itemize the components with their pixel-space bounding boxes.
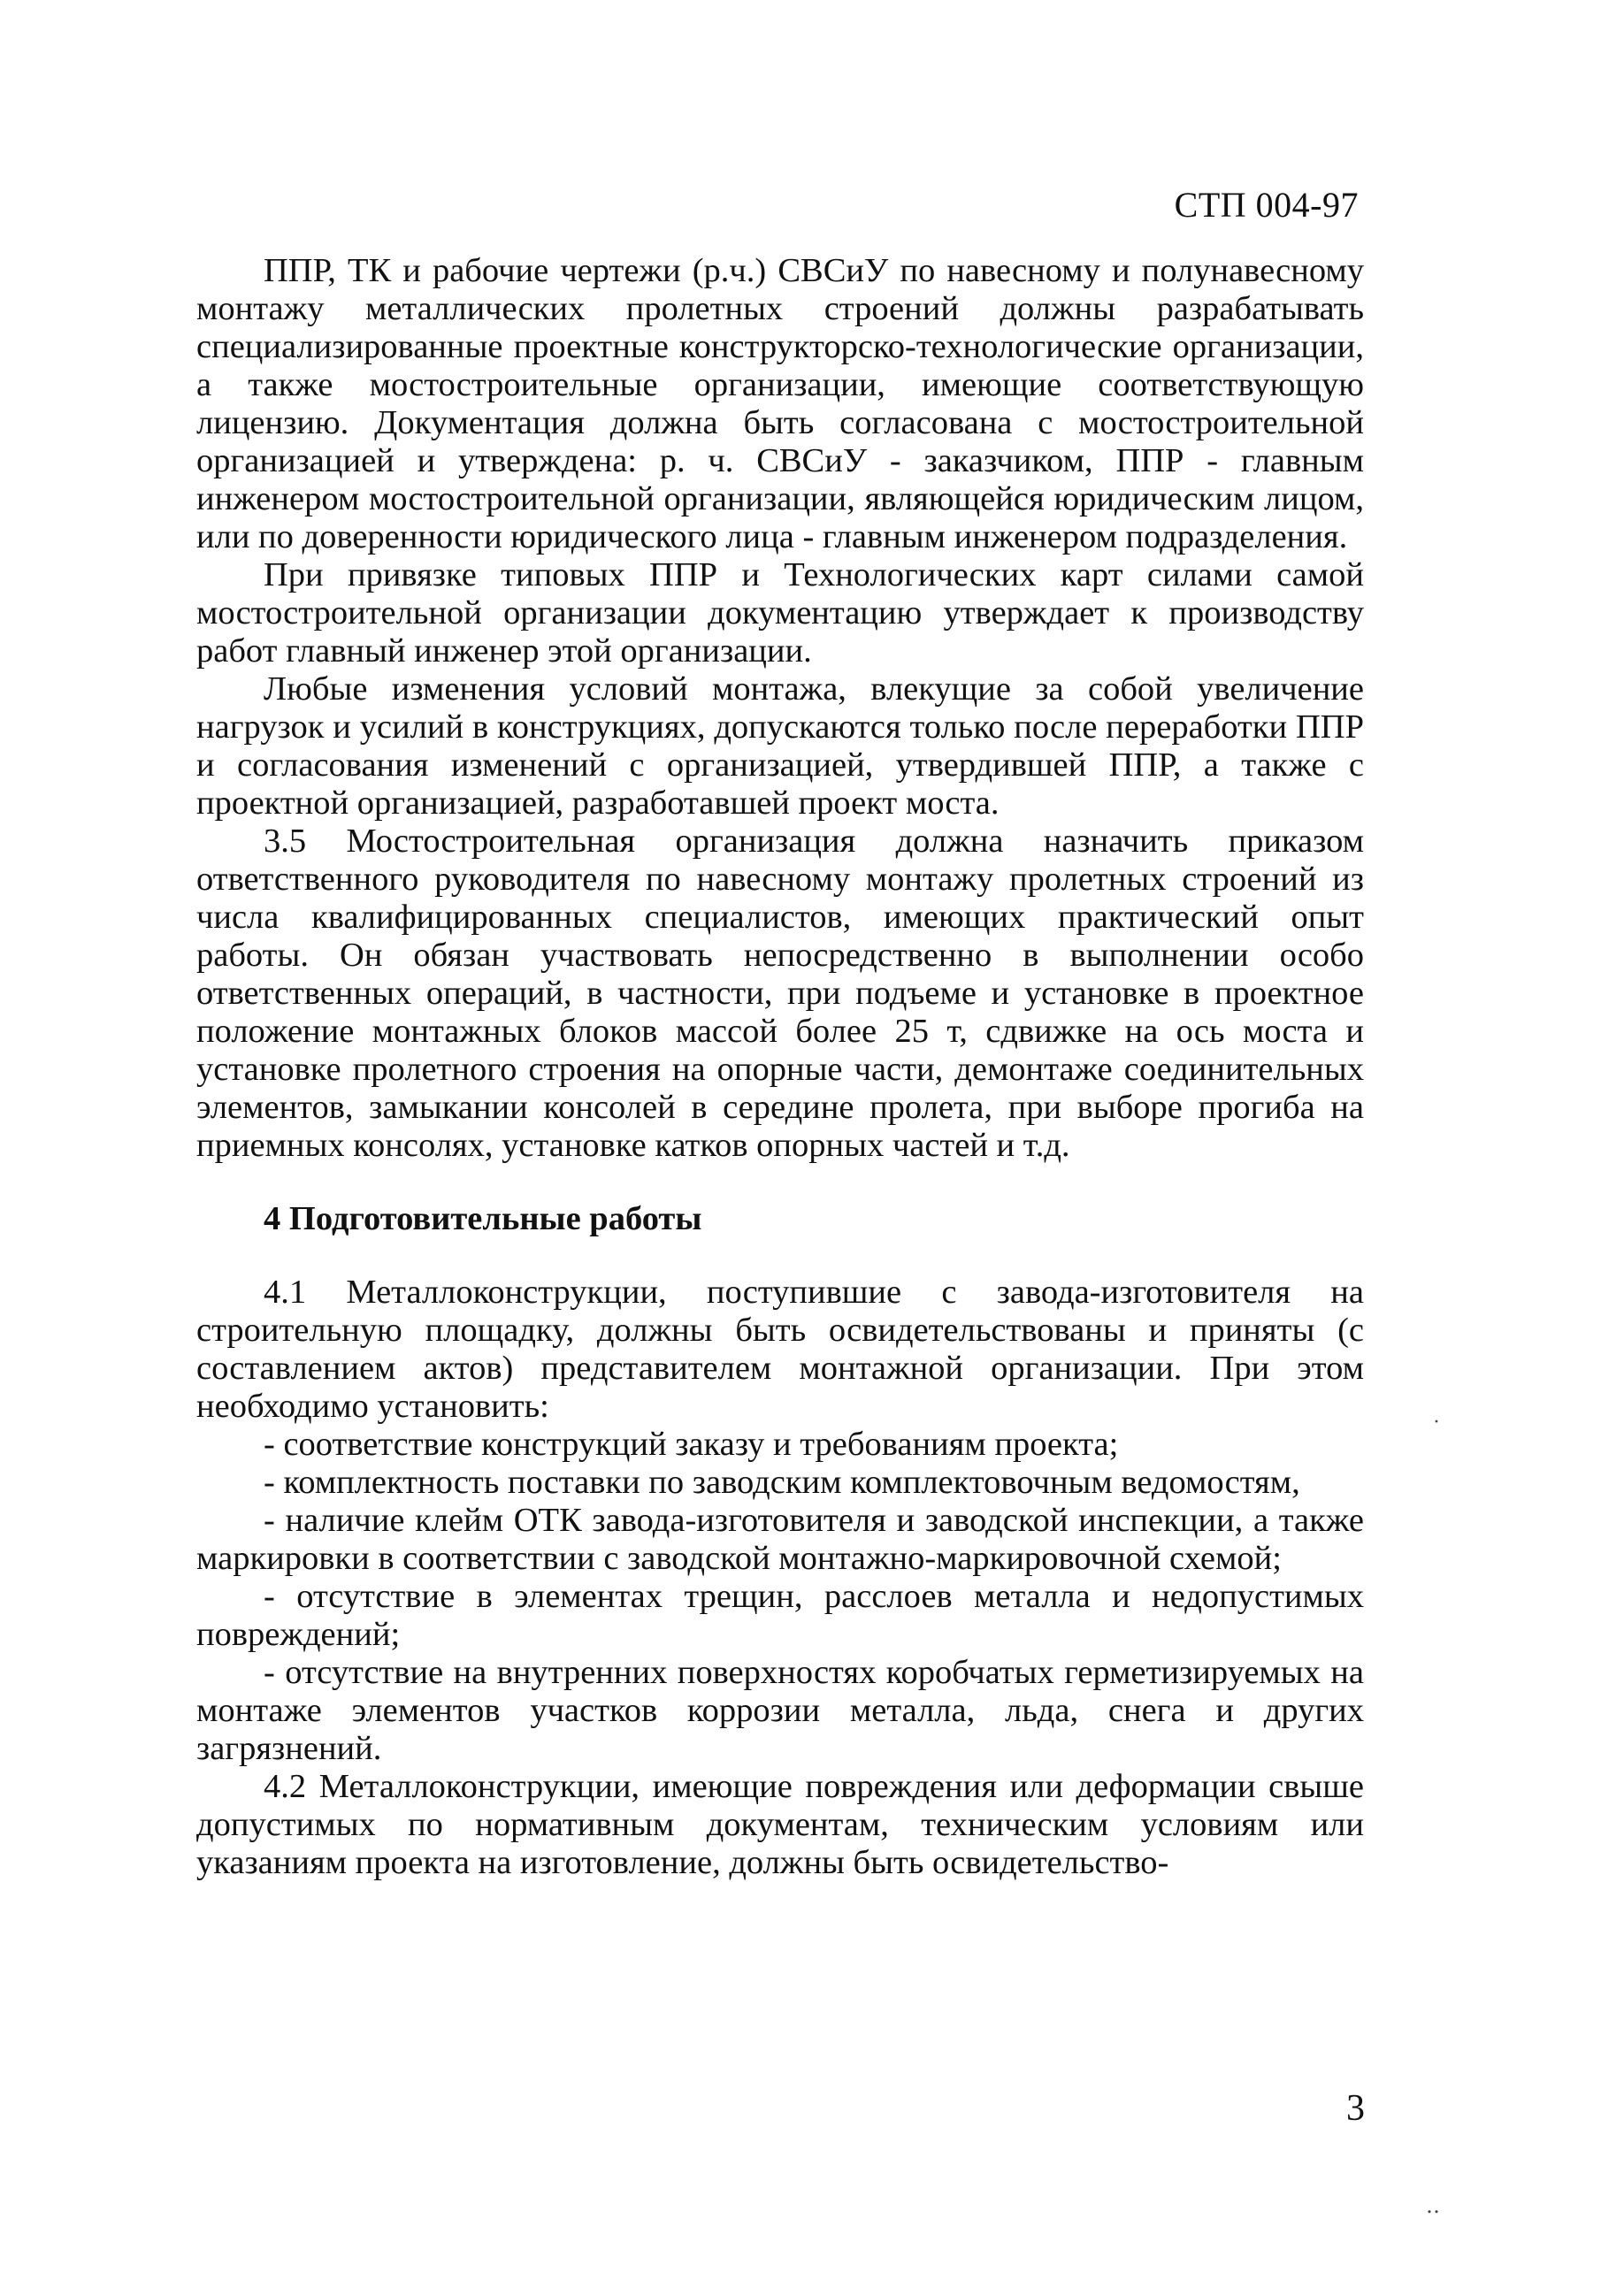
scan-speck: · <box>1433 1411 1440 1434</box>
list-item: - отсутствие на внутренних поверхностях коробчатых герметизируемых на монтаже элементов участков коррозии металла, льда, снега и других загрязнений. <box>196 1654 1364 1767</box>
scan-speck: ‥ <box>1426 2195 1441 2218</box>
page-number: 3 <box>1346 2088 1365 2129</box>
paragraph: При привязке типовых ППР и Технологических карт силами самой мостостроительной организации документацию утверждает к производству работ главный инженер этой организации. <box>196 556 1364 670</box>
list-item: - комплектность поставки по заводским комплектовочным ведомостям, <box>264 1464 1300 1501</box>
page-content <box>196 252 1364 1882</box>
list-item: - наличие клейм ОТК завода-изготовителя и заводской инспекции, а также маркировки в соответствии с заводской монтажно-маркировочной схемой; <box>196 1502 1364 1577</box>
document-code: СТП 004-97 <box>1174 185 1359 225</box>
paragraph: 4.1 Металлоконструкции, поступившие с завода-изготовителя на строительную площадку, должны быть освидетельствованы и приняты (с составлением актов) представителем монтажной организации. При этом необходимо установить: <box>196 1274 1364 1425</box>
list-item: - соответствие конструкций заказу и требованиям проекта; <box>264 1426 1119 1463</box>
paragraph: Любые изменения условий монтажа, влекущие за собой увеличение нагрузок и усилий в конструкциях, допускаются только после переработки ППР и согласования изменений с организацией, утвердившей ППР, а также с проектной организацией, разработавшей проект моста. <box>196 670 1364 822</box>
paragraph: 3.5 Мостостроительная организация должна назначить приказом ответственного руководителя по навесному монтажу пролетных строений из числа квалифицированных специалистов, имеющих практический опыт работы. Он обязан участвовать непосредственно в выполнении особо ответственных операций, в частности, при подъеме и установке в проектное положение монтажных блоков массой более 25 т, сдвижке на ось моста и установке пролетного строения на опорные части, демонтаже соединительных элементов, замыкании консолей в середине пролета, при выборе прогиба на приемных консолях, установке катков опорных частей и т.д. <box>196 823 1364 1164</box>
paragraph: 4.2 Металлоконструкции, имеющие повреждения или деформации свыше допустимых по нормативным документам, техническим условиям или указаниям проекта на изготовление, должны быть освидетельство- <box>196 1768 1364 1881</box>
section-heading: 4 Подготовительные работы <box>264 1200 702 1237</box>
list-item: - отсутствие в элементах трещин, расслоев металла и недопустимых повреждений; <box>196 1578 1364 1653</box>
paragraph: ППР, ТК и рабочие чертежи (р.ч.) СВСиУ по навесному и полунавесному монтажу металлических пролетных строений должны разрабатывать специализированные проектные конструкторско-технологические организации, а также мостостроительные организации, имеющие соответствующую лицензию. Документация должна быть согласована с мостостроительной организацией и утверждена: р. ч. СВСиУ - заказчиком, ППР - главным инженером мостостроительной организации, являющейся юридическим лицом, или по доверенности юридического лица - главным инженером подразделения. <box>196 252 1364 555</box>
